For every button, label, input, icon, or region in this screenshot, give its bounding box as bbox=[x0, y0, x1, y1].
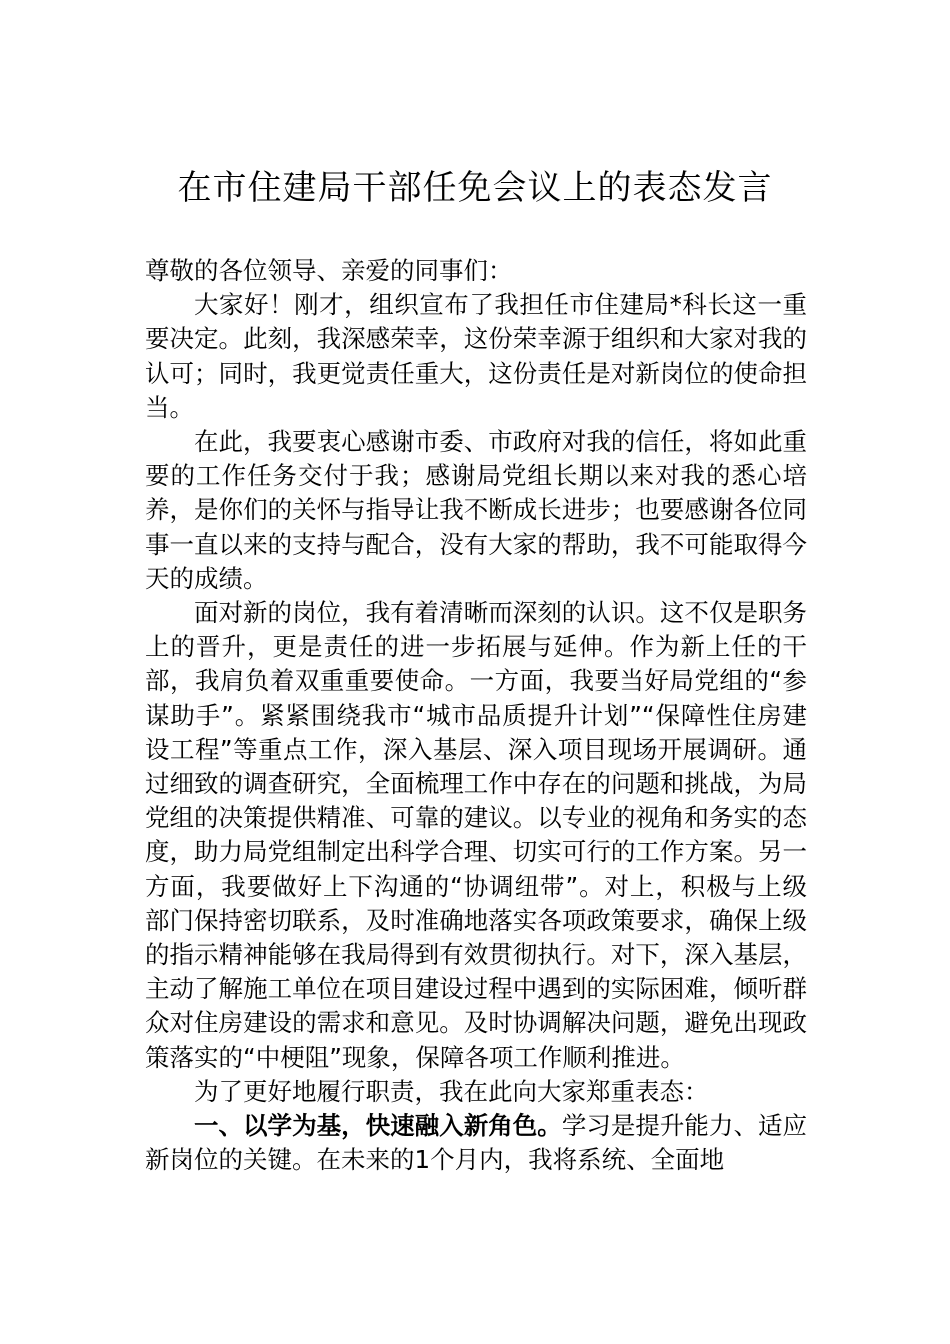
paragraph-bold-lead: 一、以学为基，快速融入新角色。 bbox=[194, 1111, 562, 1141]
paragraph: 面对新的岗位，我有着清晰而深刻的认识。这不仅是职务上的晋升，更是责任的进一步拓展与延伸。作为新上任的干部，我肩负着双重重要使命。一方面，我要当好局党组的“参谋助手”。紧紧围绕我市“城市品质提升计划”“保障性住房建设工程”等重点工作，深入基层、深入项目现场开展调研。通过细致的调查研究，全面梳理工作中存在的问题和挑战，为局党组的决策提供精准、可靠的建议。以专业的视角和务实的态度，助力局党组制定出科学合理、切实可行的工作方案。另一方面，我要做好上下沟通的“协调纽带”。对上，积极与上级部门保持密切联系，及时准确地落实各项政策要求，确保上级的指示精神能够在我局得到有效贯彻执行。对下，深入基层，主动了解施工单位在项目建设过程中遇到的实际困难，倾听群众对住房建设的需求和意见。及时协调解决问题，避免出现政策落实的“中梗阻”现象，保障各项工作顺利推进。 bbox=[145, 598, 807, 1072]
paragraph-text: 学习是提升能力、适应新岗位的关键。在未来的1个月内，我将系统、全面地 bbox=[145, 1111, 807, 1175]
page-title: 在市住建局干部任免会议上的表态发言 bbox=[177, 168, 773, 208]
salutation: 尊敬的各位领导、亲爱的同事们： bbox=[145, 256, 513, 285]
paragraph: 大家好！刚才，组织宣布了我担任市住建局*科长这一重要决定。此刻，我深感荣幸，这份荣幸源于组织和大家对我的认可；同时，我更觉责任重大，这份责任是对新岗位的使命担当。 bbox=[145, 290, 807, 422]
document-body bbox=[145, 254, 807, 1177]
paragraph bbox=[145, 1109, 807, 1177]
paragraph: 为了更好地履行职责，我在此向大家郑重表态： bbox=[194, 1076, 709, 1106]
paragraph: 在此，我要衷心感谢市委、市政府对我的信任，将如此重要的工作任务交付于我；感谢局党组长期以来对我的悉心培养，是你们的关怀与指导让我不断成长进步；也要感谢各位同事一直以来的支持与配合，没有大家的帮助，我不可能取得今天的成绩。 bbox=[145, 427, 807, 593]
